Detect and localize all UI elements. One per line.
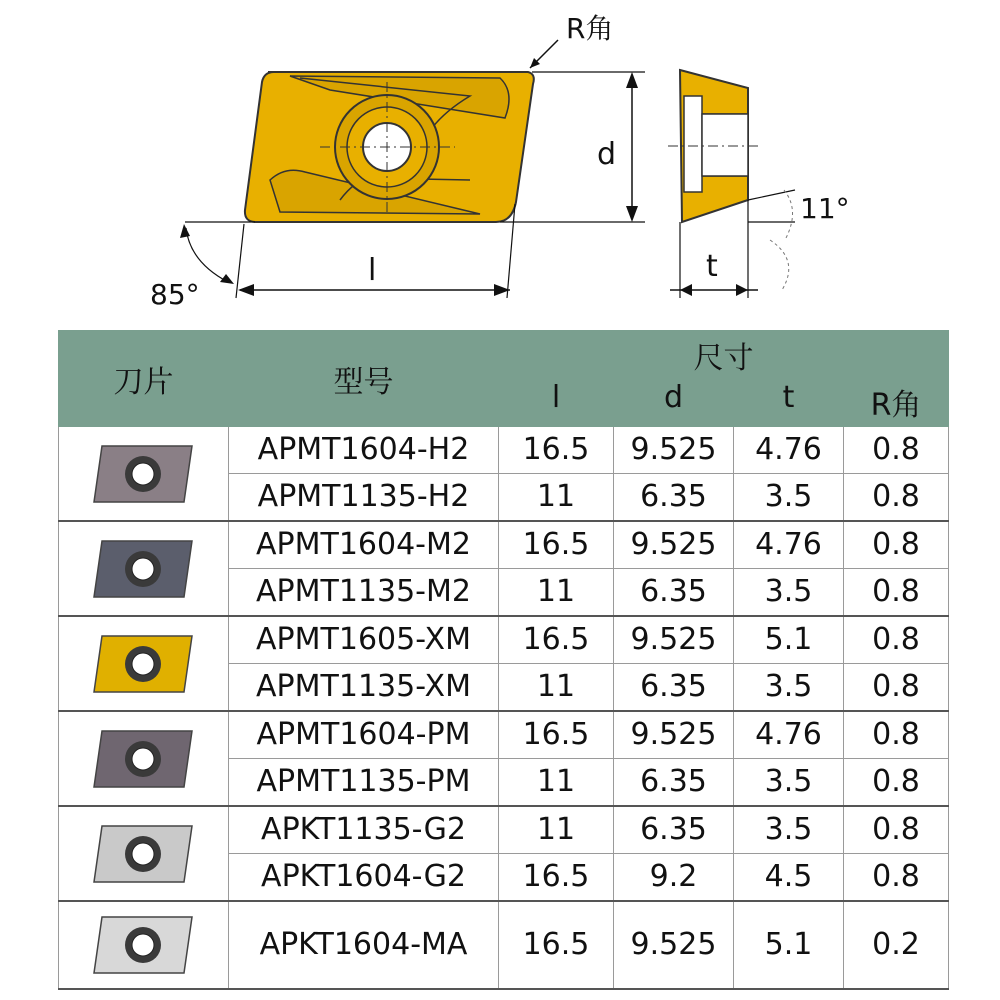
model-cell: APMT1604-H2 bbox=[229, 427, 499, 474]
l-cell: 11 bbox=[499, 569, 614, 617]
l-cell: 16.5 bbox=[499, 854, 614, 902]
l-cell: 16.5 bbox=[499, 427, 614, 474]
t-cell: 3.5 bbox=[734, 806, 844, 854]
header-l: l bbox=[499, 380, 614, 427]
model-cell: APMT1135-PM bbox=[229, 759, 499, 807]
l-cell: 16.5 bbox=[499, 521, 614, 569]
t-cell: 5.1 bbox=[734, 616, 844, 664]
d-cell: 9.525 bbox=[614, 427, 734, 474]
header-r: R角 bbox=[844, 380, 949, 427]
header-d: d bbox=[614, 380, 734, 427]
l-label: l bbox=[368, 253, 377, 288]
t-cell: 4.5 bbox=[734, 854, 844, 902]
d-cell: 6.35 bbox=[614, 806, 734, 854]
l-cell: 16.5 bbox=[499, 901, 614, 989]
t-cell: 4.76 bbox=[734, 711, 844, 759]
angle-11-callout bbox=[748, 190, 850, 290]
r-cell: 0.8 bbox=[844, 521, 949, 569]
l-cell: 11 bbox=[499, 759, 614, 807]
d-label: d bbox=[597, 137, 617, 172]
insert-image-cell bbox=[59, 521, 229, 616]
purple-grey-insert-icon bbox=[84, 717, 204, 801]
table-row bbox=[59, 521, 949, 569]
model-cell: APKT1604-G2 bbox=[229, 854, 499, 902]
l-cell: 16.5 bbox=[499, 711, 614, 759]
corner-radius-callout bbox=[530, 12, 613, 68]
r-label: R角 bbox=[566, 12, 614, 45]
header-model: 型号 bbox=[229, 331, 499, 427]
l-cell: 16.5 bbox=[499, 616, 614, 664]
model-cell: APMT1605-XM bbox=[229, 616, 499, 664]
angle-11-label: 11° bbox=[800, 192, 850, 225]
model-cell: APMT1135-XM bbox=[229, 664, 499, 712]
gold-insert-icon bbox=[84, 622, 204, 706]
d-cell: 6.35 bbox=[614, 664, 734, 712]
table-row bbox=[59, 616, 949, 664]
dark-grey-insert-icon bbox=[84, 527, 204, 611]
t-cell: 4.76 bbox=[734, 427, 844, 474]
header-dimensions: 尺寸 bbox=[499, 331, 949, 380]
model-cell: APMT1135-M2 bbox=[229, 569, 499, 617]
insert-side-view bbox=[668, 70, 760, 222]
r-cell: 0.8 bbox=[844, 806, 949, 854]
r-cell: 0.8 bbox=[844, 569, 949, 617]
t-cell: 4.76 bbox=[734, 521, 844, 569]
header-insert: 刀片 bbox=[59, 331, 229, 427]
r-cell: 0.8 bbox=[844, 427, 949, 474]
l-cell: 11 bbox=[499, 664, 614, 712]
l-cell: 11 bbox=[499, 806, 614, 854]
model-cell: APKT1135-G2 bbox=[229, 806, 499, 854]
table-body bbox=[59, 427, 949, 990]
polished-insert-icon bbox=[84, 906, 204, 984]
r-cell: 0.8 bbox=[844, 759, 949, 807]
model-cell: APKT1604-MA bbox=[229, 901, 499, 989]
model-cell: APMT1604-PM bbox=[229, 711, 499, 759]
angle-85-label: 85° bbox=[150, 278, 200, 311]
table-row bbox=[59, 427, 949, 474]
insert-image-cell bbox=[59, 711, 229, 806]
d-cell: 9.2 bbox=[614, 854, 734, 902]
r-cell: 0.8 bbox=[844, 474, 949, 522]
d-cell: 9.525 bbox=[614, 901, 734, 989]
d-cell: 6.35 bbox=[614, 759, 734, 807]
insert-dimension-diagram bbox=[0, 0, 1000, 330]
t-cell: 3.5 bbox=[734, 569, 844, 617]
t-cell: 5.1 bbox=[734, 901, 844, 989]
table-row bbox=[59, 711, 949, 759]
grey-insert-icon bbox=[84, 432, 204, 516]
table-header bbox=[59, 331, 949, 427]
d-cell: 6.35 bbox=[614, 474, 734, 522]
l-cell: 11 bbox=[499, 474, 614, 522]
model-cell: APMT1135-H2 bbox=[229, 474, 499, 522]
d-cell: 9.525 bbox=[614, 521, 734, 569]
header-t: t bbox=[734, 380, 844, 427]
model-cell: APMT1604-M2 bbox=[229, 521, 499, 569]
table-row bbox=[59, 901, 949, 989]
insert-spec-table bbox=[58, 330, 949, 990]
insert-image-cell bbox=[59, 427, 229, 522]
insert-top-view bbox=[245, 72, 534, 222]
table-row bbox=[59, 806, 949, 854]
r-cell: 0.8 bbox=[844, 711, 949, 759]
r-cell: 0.2 bbox=[844, 901, 949, 989]
d-cell: 9.525 bbox=[614, 711, 734, 759]
d-cell: 9.525 bbox=[614, 616, 734, 664]
insert-image-cell bbox=[59, 806, 229, 901]
r-cell: 0.8 bbox=[844, 616, 949, 664]
t-cell: 3.5 bbox=[734, 759, 844, 807]
insert-image-cell bbox=[59, 616, 229, 711]
t-cell: 3.5 bbox=[734, 664, 844, 712]
r-cell: 0.8 bbox=[844, 664, 949, 712]
t-label: t bbox=[706, 249, 718, 284]
silver-insert-icon bbox=[84, 812, 204, 896]
r-cell: 0.8 bbox=[844, 854, 949, 902]
insert-image-cell bbox=[59, 901, 229, 989]
d-cell: 6.35 bbox=[614, 569, 734, 617]
t-cell: 3.5 bbox=[734, 474, 844, 522]
